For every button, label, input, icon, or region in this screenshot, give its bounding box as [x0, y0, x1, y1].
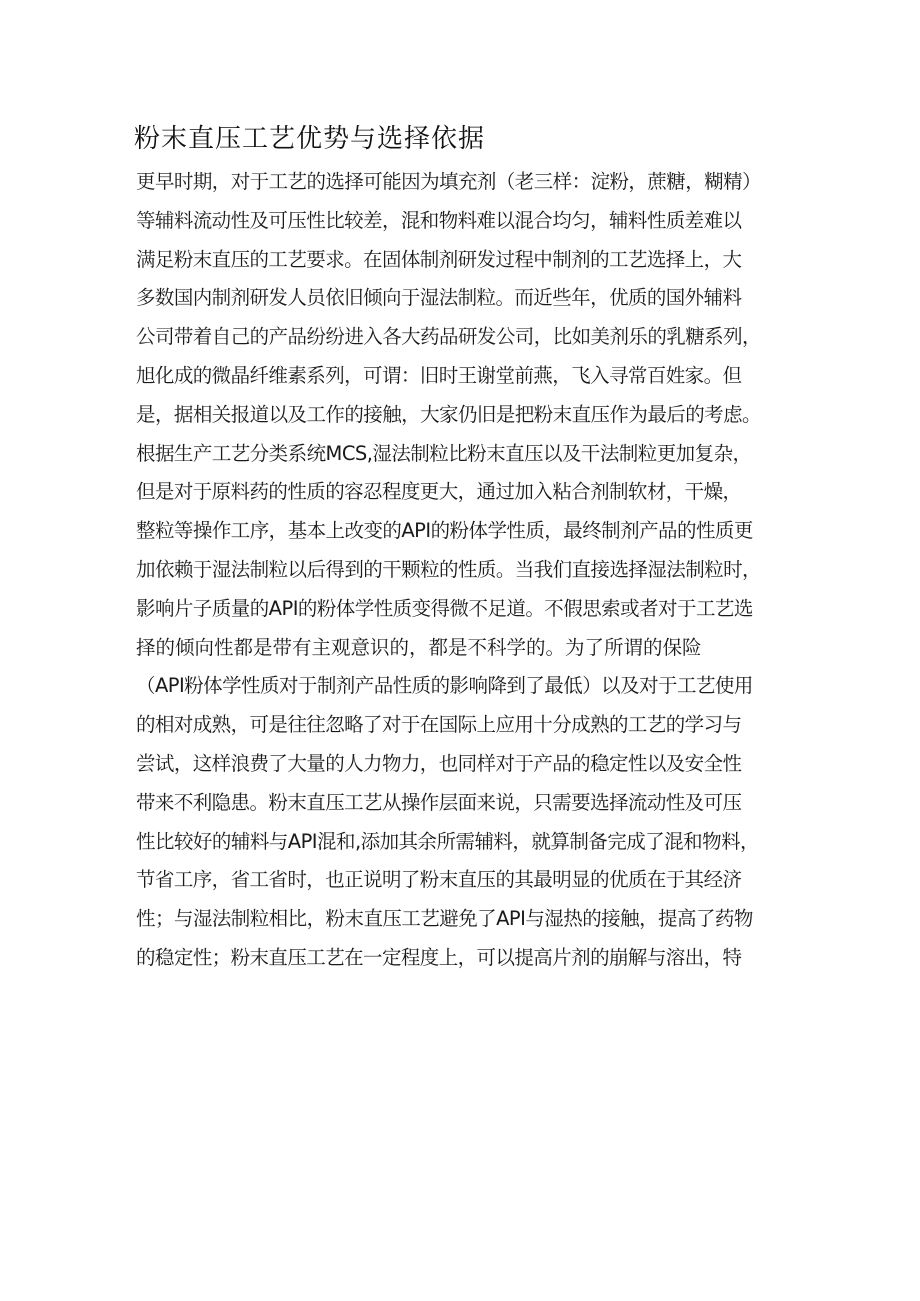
paragraph-line: 带来不利隐患。粉末直压工艺从操作层面来说，只需要选择流动性及可压	[136, 790, 742, 814]
paragraph-line: 公司带着自己的产品纷纷进入各大药品研发公司，比如美剂乐的乳糖系列，	[136, 325, 761, 349]
paragraph-line: 的稳定性；粉末直压工艺在一定程度上，可以提高片剂的崩解与溶出，特	[136, 945, 742, 969]
paragraph-line: 但是对于原料药的性质的容忍程度更大，通过加入粘合剂制软材，干燥，	[136, 480, 742, 504]
paragraph-line: 多数国内制剂研发人员依旧倾向于湿法制粒。而近些年，优质的国外辅料	[136, 286, 742, 310]
document-body	[136, 163, 816, 978]
paragraph-line: 根据生产工艺分类系统MCS,湿法制粒比粉末直压以及干法制粒更加复杂，	[136, 441, 752, 465]
paragraph-line: 是，据相关报道以及工作的接触，大家仍旧是把粉末直压作为最后的考虑。	[136, 402, 761, 426]
paragraph-line: 影响片子质量的API的粉体学性质变得微不足道。不假思索或者对于工艺选	[136, 596, 753, 620]
paragraph-line: 旭化成的微晶纤维素系列，可谓：旧时王谢堂前燕，飞入寻常百姓家。但	[136, 363, 742, 387]
paragraph-line: 的相对成熟，可是往往忽略了对于在国际上应用十分成熟的工艺的学习与	[136, 713, 742, 737]
paragraph-line: （API粉体学性质对于制剂产品性质的影响降到了最低）以及对于工艺使用	[136, 674, 753, 698]
paragraph-line: 性；与湿法制粒相比，粉末直压工艺避免了API与湿热的接触，提高了药物	[136, 907, 753, 931]
paragraph-line: 尝试，这样浪费了大量的人力物力，也同样对于产品的稳定性以及安全性	[136, 751, 742, 775]
paragraph-line: 择的倾向性都是带有主观意识的，都是不科学的。为了所谓的保险	[136, 635, 702, 659]
paragraph-line: 满足粉末直压的工艺要求。在固体制剂研发过程中制剂的工艺选择上，大	[136, 247, 742, 271]
paragraph-line: 节省工序，省工省时，也正说明了粉末直压的其最明显的优质在于其经济	[136, 868, 742, 892]
paragraph-line: 更早时期，对于工艺的选择可能因为填充剂（老三样：淀粉，蔗糖，糊精）	[136, 170, 761, 193]
paragraph-line: 性比较好的辅料与API混和,添加其余所需辅料，就算制备完成了混和物料，	[136, 829, 760, 853]
paragraph-line: 整粒等操作工序，基本上改变的API的粉体学性质，最终制剂产品的性质更	[136, 519, 753, 543]
paragraph-line: 等辅料流动性及可压性比较差，混和物料难以混合均匀，辅料性质差难以	[136, 208, 742, 232]
document-title: 粉末直压工艺优势与选择依据	[134, 124, 486, 155]
paragraph-line: 加依赖于湿法制粒以后得到的干颗粒的性质。当我们直接选择湿法制粒时，	[136, 557, 761, 581]
